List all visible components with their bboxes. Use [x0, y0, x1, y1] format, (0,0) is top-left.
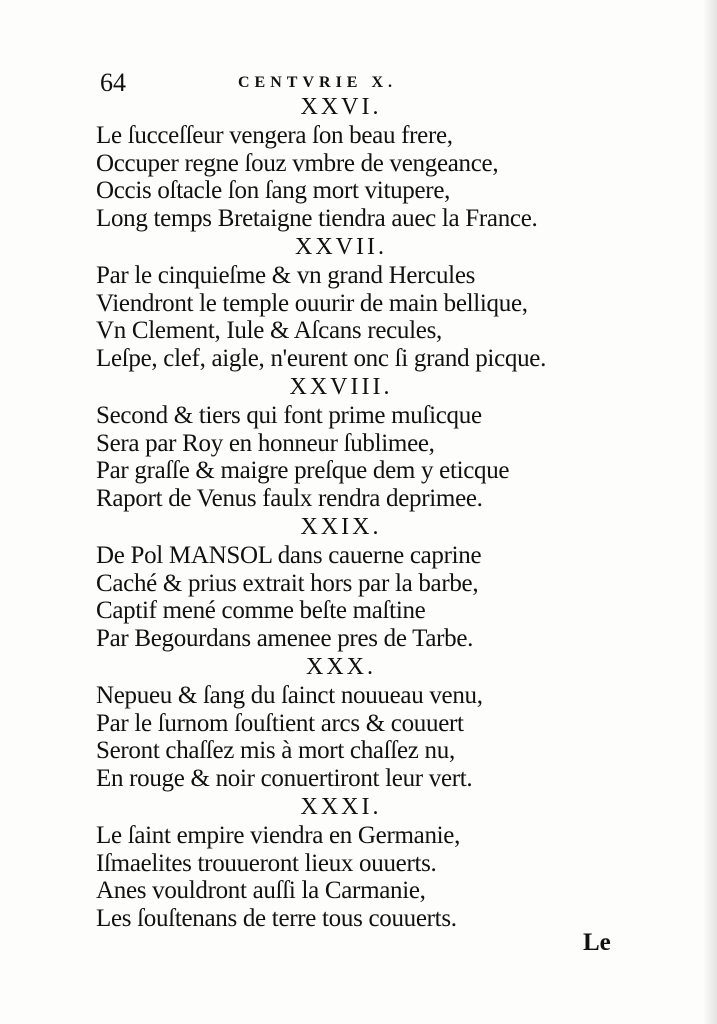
verse-column	[96, 92, 636, 932]
quatrain	[96, 232, 636, 372]
verse-line: Viendront le temple ouurir de main bellique,	[96, 289, 528, 317]
verse-line: Seront chaſſez mis à mort chaſſez nu,	[96, 737, 455, 764]
quatrain	[96, 792, 636, 932]
catchword: Le	[583, 929, 611, 956]
verse-line: Leſpe, clef, aigle, n'eurent onc ſi grand picque.	[96, 344, 547, 372]
verse-line: Par le cinquieſme & vn grand Hercules	[96, 262, 476, 289]
page-number: 64	[100, 68, 126, 97]
quatrain-number: XXVI.	[300, 94, 382, 120]
verse-line: Second & tiers qui font prime muſicque	[96, 402, 482, 429]
verse-line: Le ſaint empire viendra en Germanie,	[96, 822, 461, 849]
verse-line: Occis oſtacle ſon ſang mort vitupere,	[96, 177, 451, 204]
verse-line: De Pol MANSOL dans cauerne caprine	[96, 542, 482, 569]
verse-line: Long temps Bretaigne tiendra auec la France.	[96, 204, 538, 232]
running-head: CENTVRIE X.	[238, 74, 398, 91]
verse-line: Le ſucceſſeur vengera ſon beau frere,	[96, 122, 453, 149]
verse-line: Caché & prius extrait hors par la barbe,	[96, 569, 479, 597]
verse-line: Vn Clement, Iule & Aſcans recules,	[96, 317, 442, 344]
quatrain-number: XXVII.	[295, 234, 387, 260]
verse-line: Par Begourdans amenee pres de Tarbe.	[96, 624, 474, 652]
quatrain-number: XXVIII.	[289, 374, 393, 400]
quatrain	[96, 372, 636, 512]
page-edge-shadow	[703, 0, 717, 1024]
quatrain	[96, 512, 636, 652]
verse-line: Nepueu & ſang du ſainct nouueau venu,	[96, 682, 483, 709]
verse-line: Par graſſe & maigre preſque dem y eticque	[96, 457, 510, 484]
quatrain-number: XXIX.	[300, 514, 382, 540]
quatrain-number: XXXI.	[300, 794, 382, 820]
verse-line: Anes vouldront auſſi la Carmanie,	[96, 877, 426, 904]
verse-line: Raport de Venus faulx rendra deprimee.	[96, 484, 483, 512]
verse-line: En rouge & noir conuertiront leur vert.	[96, 764, 473, 792]
verse-line: Captif mené comme beſte maſtine	[96, 597, 426, 624]
quatrain	[96, 92, 636, 232]
verse-line: Les ſouſtenans de terre tous couuerts.	[96, 904, 457, 932]
verse-line: Par le ſurnom ſouſtient arcs & couuert	[96, 709, 464, 737]
quatrain	[96, 652, 636, 792]
verse-line: Occuper regne ſouz vmbre de vengeance,	[96, 149, 499, 177]
verse-line: Iſmaelites trouueront lieux ouuerts.	[96, 849, 437, 877]
quatrain-number: XXX.	[306, 654, 376, 680]
verse-line: Sera par Roy en honneur ſublimee,	[96, 429, 435, 457]
